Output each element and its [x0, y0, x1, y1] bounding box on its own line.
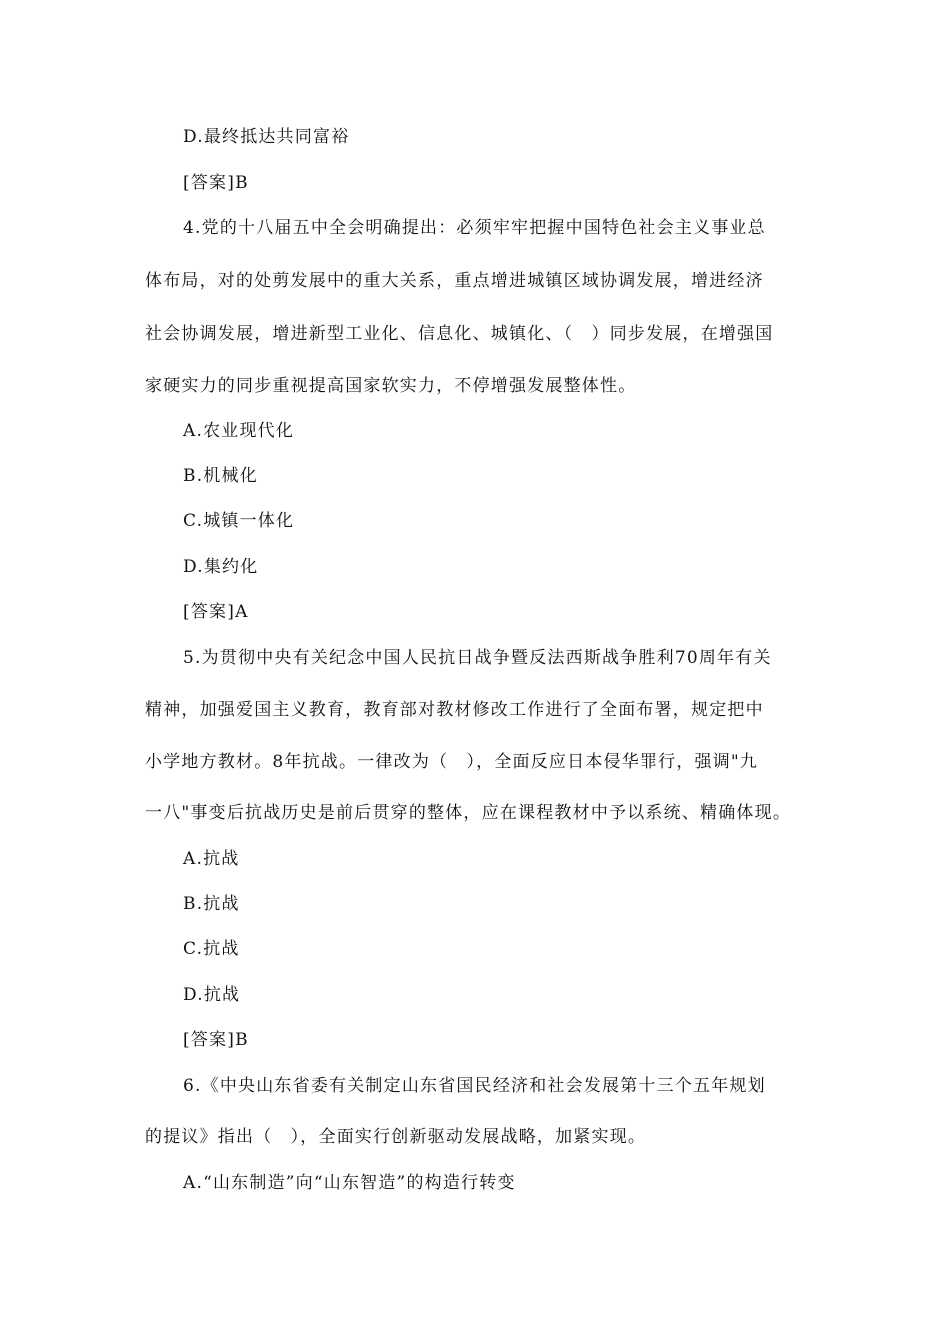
- q6-option-a: A.“山东制造”向“山东智造”的构造行转变: [183, 1173, 516, 1193]
- q5-option-d: D.抗战: [183, 985, 241, 1005]
- q4-answer: [答案]A: [183, 602, 249, 622]
- q4-stem-line-2: 体布局，对的处剪发展中的重大关系，重点增进城镇区域协调发展，增进经济: [145, 271, 764, 291]
- q6-stem-line-2: 的提议》指出（ ），全面实行创新驱动发展战略，加紧实现。: [145, 1127, 647, 1147]
- q3-answer: [答案]B: [183, 173, 249, 193]
- q5-answer: [答案]B: [183, 1030, 249, 1050]
- q4-option-c: C.城镇一体化: [183, 511, 295, 531]
- q4-stem-line-3: 社会协调发展，增进新型工业化、信息化、城镇化、（ ）同步发展，在增强国: [145, 324, 774, 344]
- q5-stem-line-1: 5.为贯彻中央有关纪念中国人民抗日战争暨反法西斯战争胜利70周年有关: [183, 648, 772, 668]
- q5-stem-line-2: 精神，加强爱国主义教育，教育部对教材修改工作进行了全面布署，规定把中: [145, 700, 764, 720]
- q4-stem-line-4: 家硬实力的同步重视提高国家软实力，不停增强发展整体性。: [145, 376, 637, 396]
- q4-option-b: B.机械化: [183, 466, 258, 486]
- q5-option-c: C.抗战: [183, 939, 240, 959]
- q5-option-a: A.抗战: [183, 849, 240, 869]
- q4-option-a: A.农业现代化: [183, 421, 295, 441]
- q4-stem-line-1: 4.党的十八届五中全会明确提出：必须牢牢把握中国特色社会主义事业总: [183, 218, 766, 238]
- q3-option-d: D.最终抵达共同富裕: [183, 127, 350, 147]
- q5-stem-line-3: 小学地方教材。8年抗战。一律改为（ ），全面反应日本侵华罪行，强调"九: [145, 752, 759, 772]
- q5-stem-line-4: 一八"事变后抗战历史是前后贯穿的整体，应在课程教材中予以系统、精确体现。: [145, 803, 792, 823]
- q6-stem-line-1: 6.《中央山东省委有关制定山东省国民经济和社会发展第十三个五年规划: [183, 1076, 766, 1096]
- q4-option-d: D.集约化: [183, 557, 259, 577]
- q5-option-b: B.抗战: [183, 894, 240, 914]
